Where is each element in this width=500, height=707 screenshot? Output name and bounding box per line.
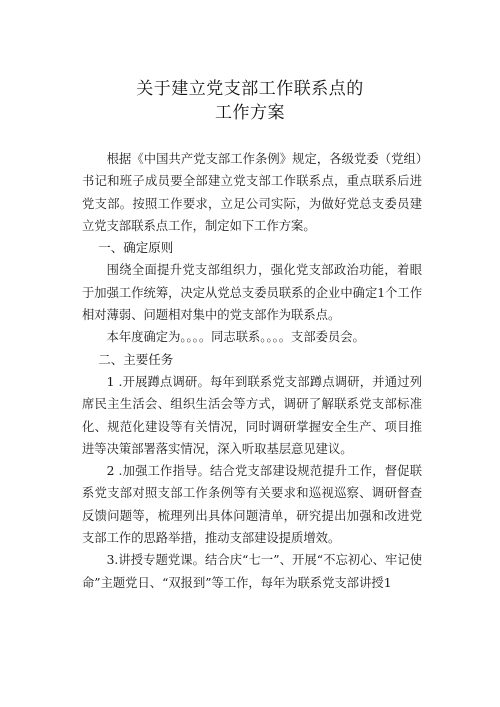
section-heading-tasks: 二、主要任务 — [98, 351, 174, 367]
task-item-lecture: 3.讲授专题党课。结合庆“七一”、开展“不忘初心、牢记使命”主题党日、“双报到”等工作，每年为联系党支部讲授1 — [82, 553, 422, 590]
document-body — [82, 148, 422, 594]
principles-paragraph: 围绕全面提升党支部组织力，强化党支部政治功能，着眼于加强工作统筹，决定从党总支委员联系的企业中确定1个工作相对薄弱、问题相对集中的党支部作为联系点。 — [82, 263, 422, 323]
section-heading-principles: 一、确定原则 — [98, 240, 174, 256]
task-item-guidance: 2 .加强工作指导。结合党支部建设规范提升工作，督促联系党支部对照支部工作条例等有关要求和巡视巡察、调研督查反馈问题等，梳理列出具体问题清单，研究提出加强和改进党支部工作的思路举措，推动支部建设提质增效。 — [82, 464, 422, 546]
intro-paragraph: 根据《中国共产党支部工作条例》规定，各级党委（党组）书记和班子成员要全部建立党支部工作联系点，重点联系后进党支部。按照工作要求，立足公司实际，为做好党总支委员建立党支部联系点工作，制定如下工作方案。 — [82, 152, 422, 233]
assignment-paragraph: 本年度确定为。。。。同志联系。。。。支部委员会。 — [106, 330, 365, 345]
document-title-line-1: 关于建立党支部工作联系点的 — [136, 79, 364, 99]
task-item-research: 1 .开展蹲点调研。每年到联系党支部蹲点调研，并通过列席民主生活会、组织生活会等方式，调研了解联系党支部标准化、规范化建设等有关情况，同时调研掌握安全生产、项目推进等决策部署落实情况，深入听取基层意见建议。 — [82, 374, 422, 456]
document-title-line-2: 工作方案 — [215, 103, 285, 123]
